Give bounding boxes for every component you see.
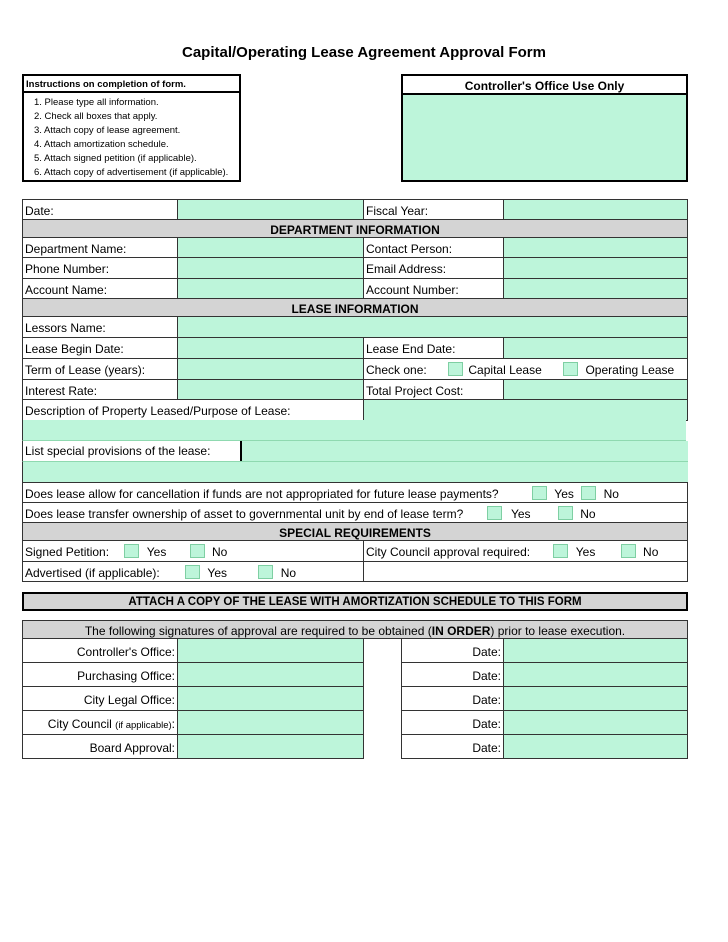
description-field[interactable] (22, 420, 686, 441)
instructions-list (24, 93, 239, 181)
department-name-label: Department Name: (22, 237, 178, 258)
board-signature-field[interactable] (177, 734, 364, 759)
signature-label: City Council (47, 717, 116, 731)
cancellation-question: Does lease allow for cancellation if funds are not appropriated for future lease payments? (25, 487, 499, 501)
lessors-name-field[interactable] (177, 316, 688, 338)
council-approval-no-checkbox[interactable] (621, 544, 636, 558)
date-label: Date: (22, 199, 178, 220)
contact-person-label: Contact Person: (363, 237, 504, 258)
ownership-yes-label: Yes (510, 507, 531, 521)
signatures-intro-emphasis: IN ORDER (431, 624, 491, 638)
lease-begin-date-field[interactable] (177, 337, 364, 359)
term-of-lease-field[interactable] (177, 358, 364, 380)
signed-petition-yes-checkbox[interactable] (124, 544, 139, 558)
purchasing-signature-field[interactable] (177, 662, 364, 687)
department-section-header: DEPARTMENT INFORMATION (22, 219, 688, 238)
lease-end-date-field[interactable] (503, 337, 688, 359)
council-signature-field[interactable] (177, 710, 364, 735)
date-field[interactable] (177, 199, 364, 220)
ownership-yes-checkbox[interactable] (487, 506, 502, 520)
lease-type-row (363, 358, 688, 380)
description-field-top[interactable] (363, 399, 688, 421)
lease-section-header: LEASE INFORMATION (22, 298, 688, 317)
capital-lease-checkbox[interactable] (448, 362, 463, 376)
council-date-field[interactable] (503, 710, 688, 735)
signatures-intro (22, 620, 688, 639)
controller-use-box (401, 74, 688, 182)
advertised-label: Advertised (if applicable): (25, 566, 160, 580)
fiscal-year-field[interactable] (503, 199, 688, 220)
lease-end-date-label: Lease End Date: (363, 337, 504, 359)
signature-label: Purchasing Office: (22, 662, 178, 687)
phone-number-field[interactable] (177, 257, 364, 279)
signature-label-note: (if applicable) (115, 720, 172, 731)
account-name-field[interactable] (177, 278, 364, 299)
signed-petition-no-checkbox[interactable] (190, 544, 205, 558)
lease-begin-date-label: Lease Begin Date: (22, 337, 178, 359)
special-provisions-field[interactable] (22, 461, 688, 483)
email-address-label: Email Address: (363, 257, 504, 279)
interest-rate-field[interactable] (177, 379, 364, 400)
lessors-name-label: Lessors Name: (22, 316, 178, 338)
account-name-label: Account Name: (22, 278, 178, 299)
cancellation-yes-label: Yes (554, 487, 574, 501)
signed-petition-no-label: No (212, 545, 228, 559)
instruction-item: 5. Attach signed petition (if applicable). (34, 153, 197, 165)
instruction-item: 3. Attach copy of lease agreement. (34, 125, 181, 137)
ownership-no-label: No (580, 507, 596, 521)
signature-label-council: City Council (if applicable): (22, 710, 178, 735)
signed-petition-yes-label: Yes (146, 545, 167, 559)
ownership-question-row (22, 502, 688, 523)
contact-person-field[interactable] (503, 237, 688, 258)
council-approval-label: City Council approval required: (366, 545, 531, 559)
controller-use-heading: Controller's Office Use Only (403, 76, 686, 95)
instruction-item: 2. Check all boxes that apply. (34, 111, 158, 123)
phone-number-label: Phone Number: (22, 257, 178, 279)
advertised-yes-checkbox[interactable] (185, 565, 200, 579)
signed-petition-label: Signed Petition: (25, 545, 110, 559)
instruction-item: 6. Attach copy of advertisement (if applicable). (34, 167, 229, 179)
signature-date-label: Date: (401, 638, 504, 663)
department-name-field[interactable] (177, 237, 364, 258)
email-address-field[interactable] (503, 257, 688, 279)
total-project-cost-field[interactable] (503, 379, 688, 400)
signatures-intro-text: The following signatures of approval are required to be obtained ( (84, 624, 432, 638)
account-number-field[interactable] (503, 278, 688, 299)
controller-date-field[interactable] (503, 638, 688, 663)
ownership-question: Does lease transfer ownership of asset to governmental unit by end of lease term? (25, 507, 464, 521)
special-requirements-header: SPECIAL REQUIREMENTS (22, 522, 688, 541)
operating-lease-label: Operating Lease (585, 363, 675, 377)
council-approval-row (363, 540, 688, 562)
check-one-label: Check one: (366, 363, 427, 377)
cancellation-no-label: No (603, 487, 619, 501)
ownership-no-checkbox[interactable] (558, 506, 573, 520)
controller-use-field[interactable] (403, 95, 686, 180)
special-provisions-label: List special provisions of the lease: (22, 441, 241, 461)
signature-date-label: Date: (401, 662, 504, 687)
cancellation-yes-checkbox[interactable] (532, 486, 547, 500)
signature-label: City Legal Office: (22, 686, 178, 711)
instruction-item: 1. Please type all information. (34, 97, 159, 108)
signature-date-label: Date: (401, 686, 504, 711)
purchasing-date-field[interactable] (503, 662, 688, 687)
council-approval-yes-checkbox[interactable] (553, 544, 568, 558)
interest-rate-label: Interest Rate: (22, 379, 178, 400)
fiscal-year-label: Fiscal Year: (363, 199, 504, 220)
board-date-field[interactable] (503, 734, 688, 759)
advertised-no-label: No (280, 566, 297, 580)
signature-label: Controller's Office: (22, 638, 178, 663)
operating-lease-checkbox[interactable] (563, 362, 578, 376)
legal-date-field[interactable] (503, 686, 688, 711)
advertised-row (22, 561, 364, 582)
cancellation-no-checkbox[interactable] (581, 486, 596, 500)
council-approval-no-label: No (643, 545, 659, 559)
capital-lease-label: Capital Lease (468, 363, 542, 377)
signature-label: Board Approval: (22, 734, 178, 759)
instructions-box (22, 74, 241, 182)
page-title: Capital/Operating Lease Agreement Approval Form (182, 44, 546, 61)
signature-date-label: Date: (401, 710, 504, 735)
cancellation-question-row (22, 482, 688, 503)
term-of-lease-label: Term of Lease (years): (22, 358, 178, 380)
advertised-no-checkbox[interactable] (258, 565, 273, 579)
controller-signature-field[interactable] (177, 638, 364, 663)
attach-copy-banner: ATTACH A COPY OF THE LEASE WITH AMORTIZATION SCHEDULE TO THIS FORM (22, 592, 688, 611)
council-approval-yes-label: Yes (575, 545, 596, 559)
signature-date-label: Date: (401, 734, 504, 759)
legal-signature-field[interactable] (177, 686, 364, 711)
advertised-yes-label: Yes (207, 566, 227, 580)
advertised-row-blank (363, 561, 688, 582)
instructions-heading: Instructions on completion of form. (24, 76, 239, 93)
account-number-label: Account Number: (363, 278, 504, 299)
total-project-cost-label: Total Project Cost: (363, 379, 504, 400)
instruction-item: 4. Attach amortization schedule. (34, 139, 169, 151)
signatures-intro-text-end: ) prior to lease execution. (490, 624, 626, 638)
special-provisions-field-top[interactable] (240, 441, 688, 461)
signed-petition-row (22, 540, 364, 562)
description-label: Description of Property Leased/Purpose of Lease: (22, 399, 364, 421)
